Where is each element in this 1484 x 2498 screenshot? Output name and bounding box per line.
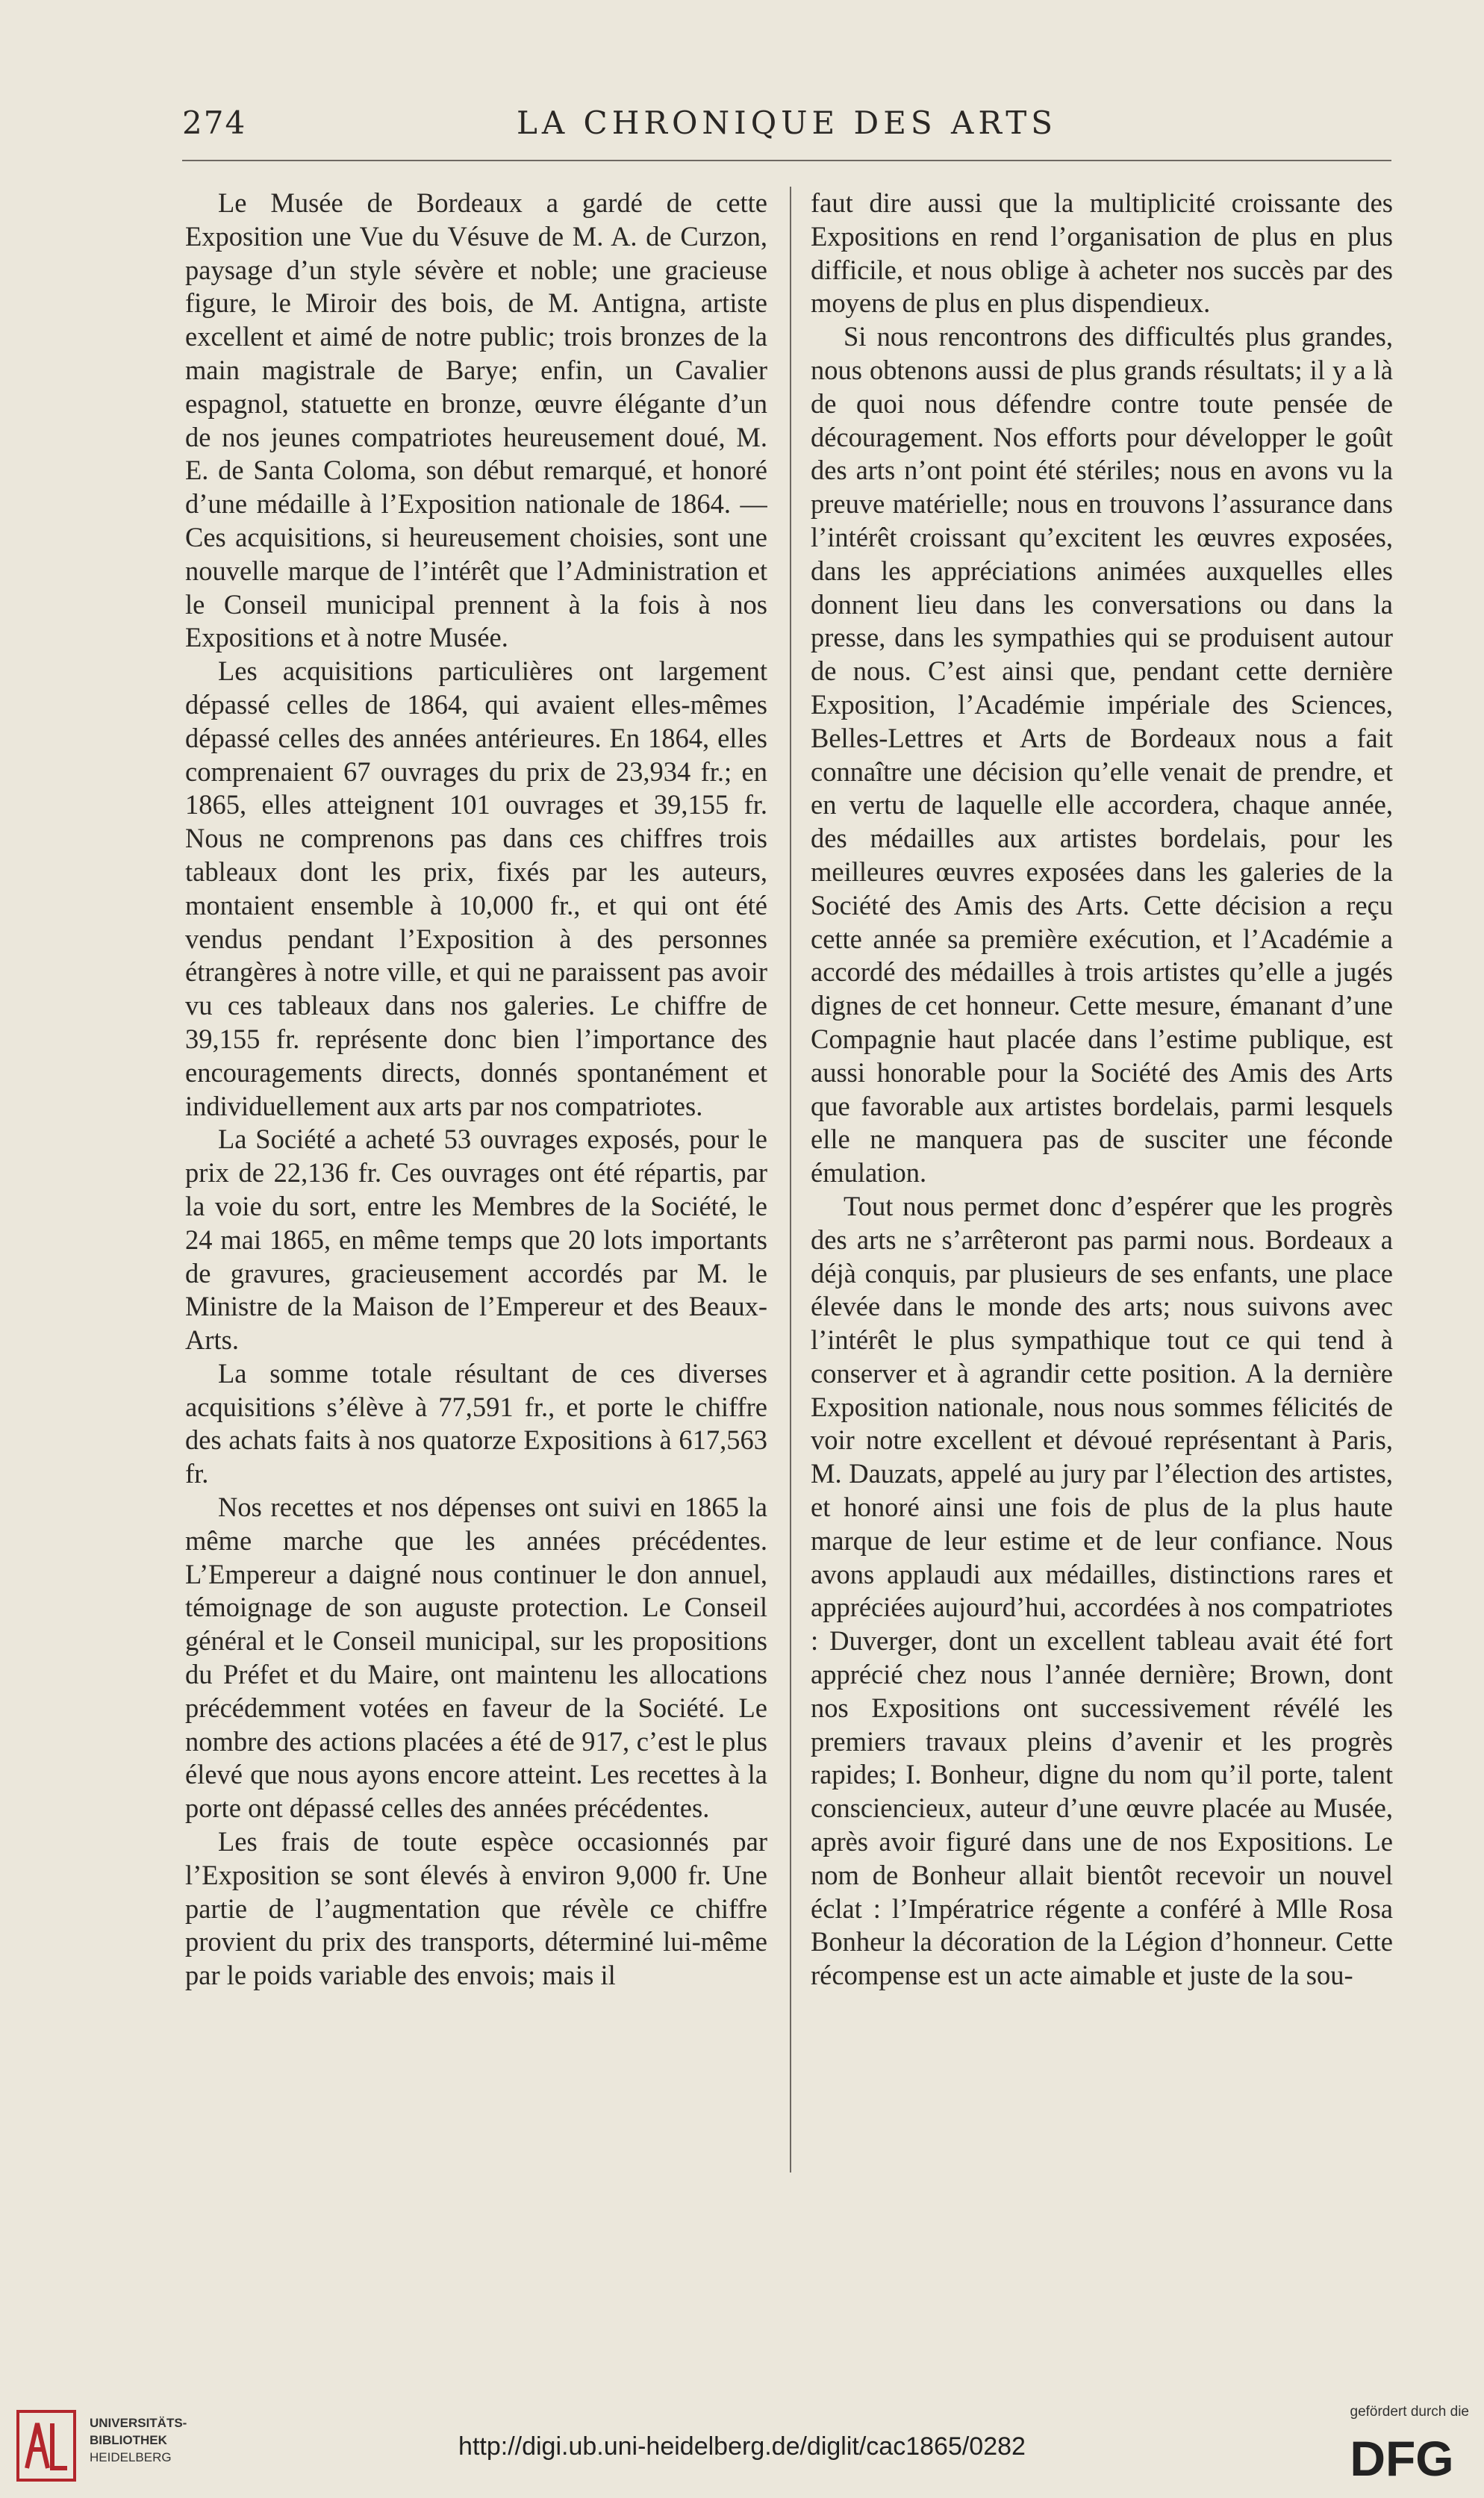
svg-text:DFG: DFG (1350, 2431, 1454, 2483)
library-name-line: BIBLIOTHEK (90, 2433, 167, 2447)
paragraph: La Société a acheté 53 ouvrages exposés, pour le prix de 22,136 fr. Ces ouvrages ont été répartis, par la voie du sort, entre les Membres de la Société, le 24 mai 1865, en même temps que 20 lots importants de gravures, gracieusement accordés par M. le Ministre de la Maison de l’Empereur et des Beaux-Arts. (185, 1124, 767, 1356)
paragraph: Les frais de toute espèce occasionnés par l’Exposition se sont élevés à environ 9,000 fr. Une partie de l’augmentation que révèle ce chiffre provient du prix des transports, déterminé lui-même par le poids variable des envois; mais il (185, 1826, 767, 1991)
page-number: 274 (182, 105, 247, 141)
paragraph: Nos recettes et nos dépenses ont suivi en 1865 la même marche que les années précédentes. L’Empereur a daigné nous continuer le don annuel, témoignage de son auguste protection. Le Conseil général et le Conseil municipal, sur les propositions du Préfet et du Maire, ont maintenu les allocations précédemment votées en faveur de la Société. Le nombre des actions placées a été de 917, c’est le plus élevé que nous ayons encore atteint. Les recettes à la porte ont dépassé celles des années précédentes. (185, 1492, 767, 1824)
left-column (185, 187, 767, 2180)
funder-block (1320, 2404, 1469, 2486)
library-name-line: HEIDELBERG (90, 2450, 172, 2464)
right-column (811, 187, 1393, 2180)
paragraph: Les acquisitions particulières ont largement dépassé celles de 1864, qui avaient elles-mêmes dépassé celles des années antérieures. En 1864, elles comprenaient 67 ouvrages du prix de 23,934 fr.; en 1865, elles atteignent 101 ouvrages et 39,155 fr. Nous ne comprenons pas dans ces chiffres trois tableaux dont les prix, fixés par les auteurs, montaient ensemble à 10,000 fr., et qui ont été vendus pendant l’Exposition à des personnes étrangères à notre ville, et qui ne paraissent pas avoir vu ces tableaux dans nos galeries. Le chiffre de 39,155 fr. représente donc bien l’importance des encouragements directs, donnés spontanément et individuellement aux arts par nos compatriotes. (185, 655, 767, 1121)
running-title: LA CHRONIQUE DES ARTS (516, 105, 1058, 141)
library-name-line: UNIVERSITÄTS- (90, 2416, 187, 2430)
column-divider (790, 187, 791, 2172)
paragraph: faut dire aussi que la multiplicité croissante des Expositions en rend l’organisation de plus en plus difficile, et nous oblige à acheter nos succès par des moyens de plus en plus dispendieux. (811, 187, 1393, 319)
header-rule (182, 160, 1391, 161)
digital-library-link[interactable]: http://digi.ub.uni-heidelberg.de/diglit/cac1865/0282 (458, 2432, 1026, 2461)
paragraph: Si nous rencontrons des difficultés plus grandes, nous obtenons aussi de plus grands résultats; il y a là de quoi nous défendre contre toute pensée de découragement. Nos efforts pour développer le goût des arts n’ont point été stériles; nous en avons vu la preuve matérielle; nous en trouvons l’assurance dans l’intérêt croissant qu’excitent les œuvres exposées, dans les appréciations animées auxquelles elles donnent lieu dans les conversations ou dans la presse, dans les sympathies qui se produisent autour de nous. C’est ainsi que, pendant cette dernière Exposition, l’Académie impériale des Sciences, Belles-Lettres et Arts de Bordeaux nous a fait connaître une décision qu’elle venait de prendre, et en vertu de laquelle elle accordera, chaque année, des médailles aux artistes bordelais, pour les meilleures œuvres exposées dans les galeries de la Société des Amis des Arts. Cette décision a reçu cette année sa première exécution, et l’Académie a accordé des médailles à trois artistes qu’elle a jugés dignes de cet honneur. Cette mesure, émanant d’une Compagnie haut placée dans l’estime publique, est aussi honorable pour la Société des Amis des Arts que favorable aux artistes bordelais, parmi lesquels elle ne manquera pas de susciter une féconde émulation. (811, 321, 1393, 1189)
funding-note: gefördert durch die (1350, 2404, 1469, 2420)
paragraph: La somme totale résultant de ces diverses acquisitions s’élève à 77,591 fr., et porte le chiffre des achats faits à nos quatorze Expositions à 617,563 fr. (185, 1357, 767, 1489)
paragraph: Tout nous permet donc d’espérer que les progrès des arts ne s’arrêteront pas parmi nous. Bordeaux a déjà conquis, par plusieurs de ses enfants, une place élevée dans le monde des arts; nous suivons avec l’intérêt le plus sympathique tout ce qui tend à conserver et à agrandir cette position. A la dernière Exposition nationale, nous nous sommes félicités de voir notre excellent et dévoué représentant à Paris, M. Dauzats, appelé au jury par l’élection des artistes, et honoré ainsi une fois de plus de la plus haute marque de leur estime et de leur confiance. Nous avons applaudi aux médailles, distinctions rares et appréciées aujourd’hui, accordées à nos compatriotes : Duverger, dont un excellent tableau avait été fort apprécié chez nous l’année dernière; Brown, dont nos Expositions ont successivement révélé les premiers travaux pleins d’avenir et les progrès rapides; I. Bonheur, digne du nom qu’il porte, talent consciencieux, auteur d’une œuvre placée au Musée, après avoir figuré dans une de nos Expositions. Le nom de Bonheur allait bientôt recevoir un nouvel éclat : l’Impératrice régente a conféré à Mlle Rosa Bonheur la décoration de la Légion d’honneur. Cette récompense est un acte aimable et juste de la sou- (811, 1190, 1393, 1991)
page-header (182, 96, 1391, 148)
dfg-logo-icon (1335, 2429, 1469, 2483)
paragraph: Le Musée de Bordeaux a gardé de cette Exposition une Vue du Vésuve de M. A. de Curzon, paysage d’un style sévère et noble; une gracieuse figure, le Miroir des bois, de M. Antigna, artiste excellent et aimé de notre public; trois bronzes de la main magistrale de Barye; enfin, un Cavalier espagnol, statuette en bronze, œuvre élégante d’un de nos jeunes compatriotes heureusement doué, M. E. de Santa Coloma, son début remarqué, et honoré d’une médaille à l’Exposition nationale de 1864. — Ces acquisitions, si heureusement choisies, sont une nouvelle marque de l’intérêt que l’Administration et le Conseil municipal prennent à la fois à nos Expositions et à notre Musée. (185, 187, 767, 653)
